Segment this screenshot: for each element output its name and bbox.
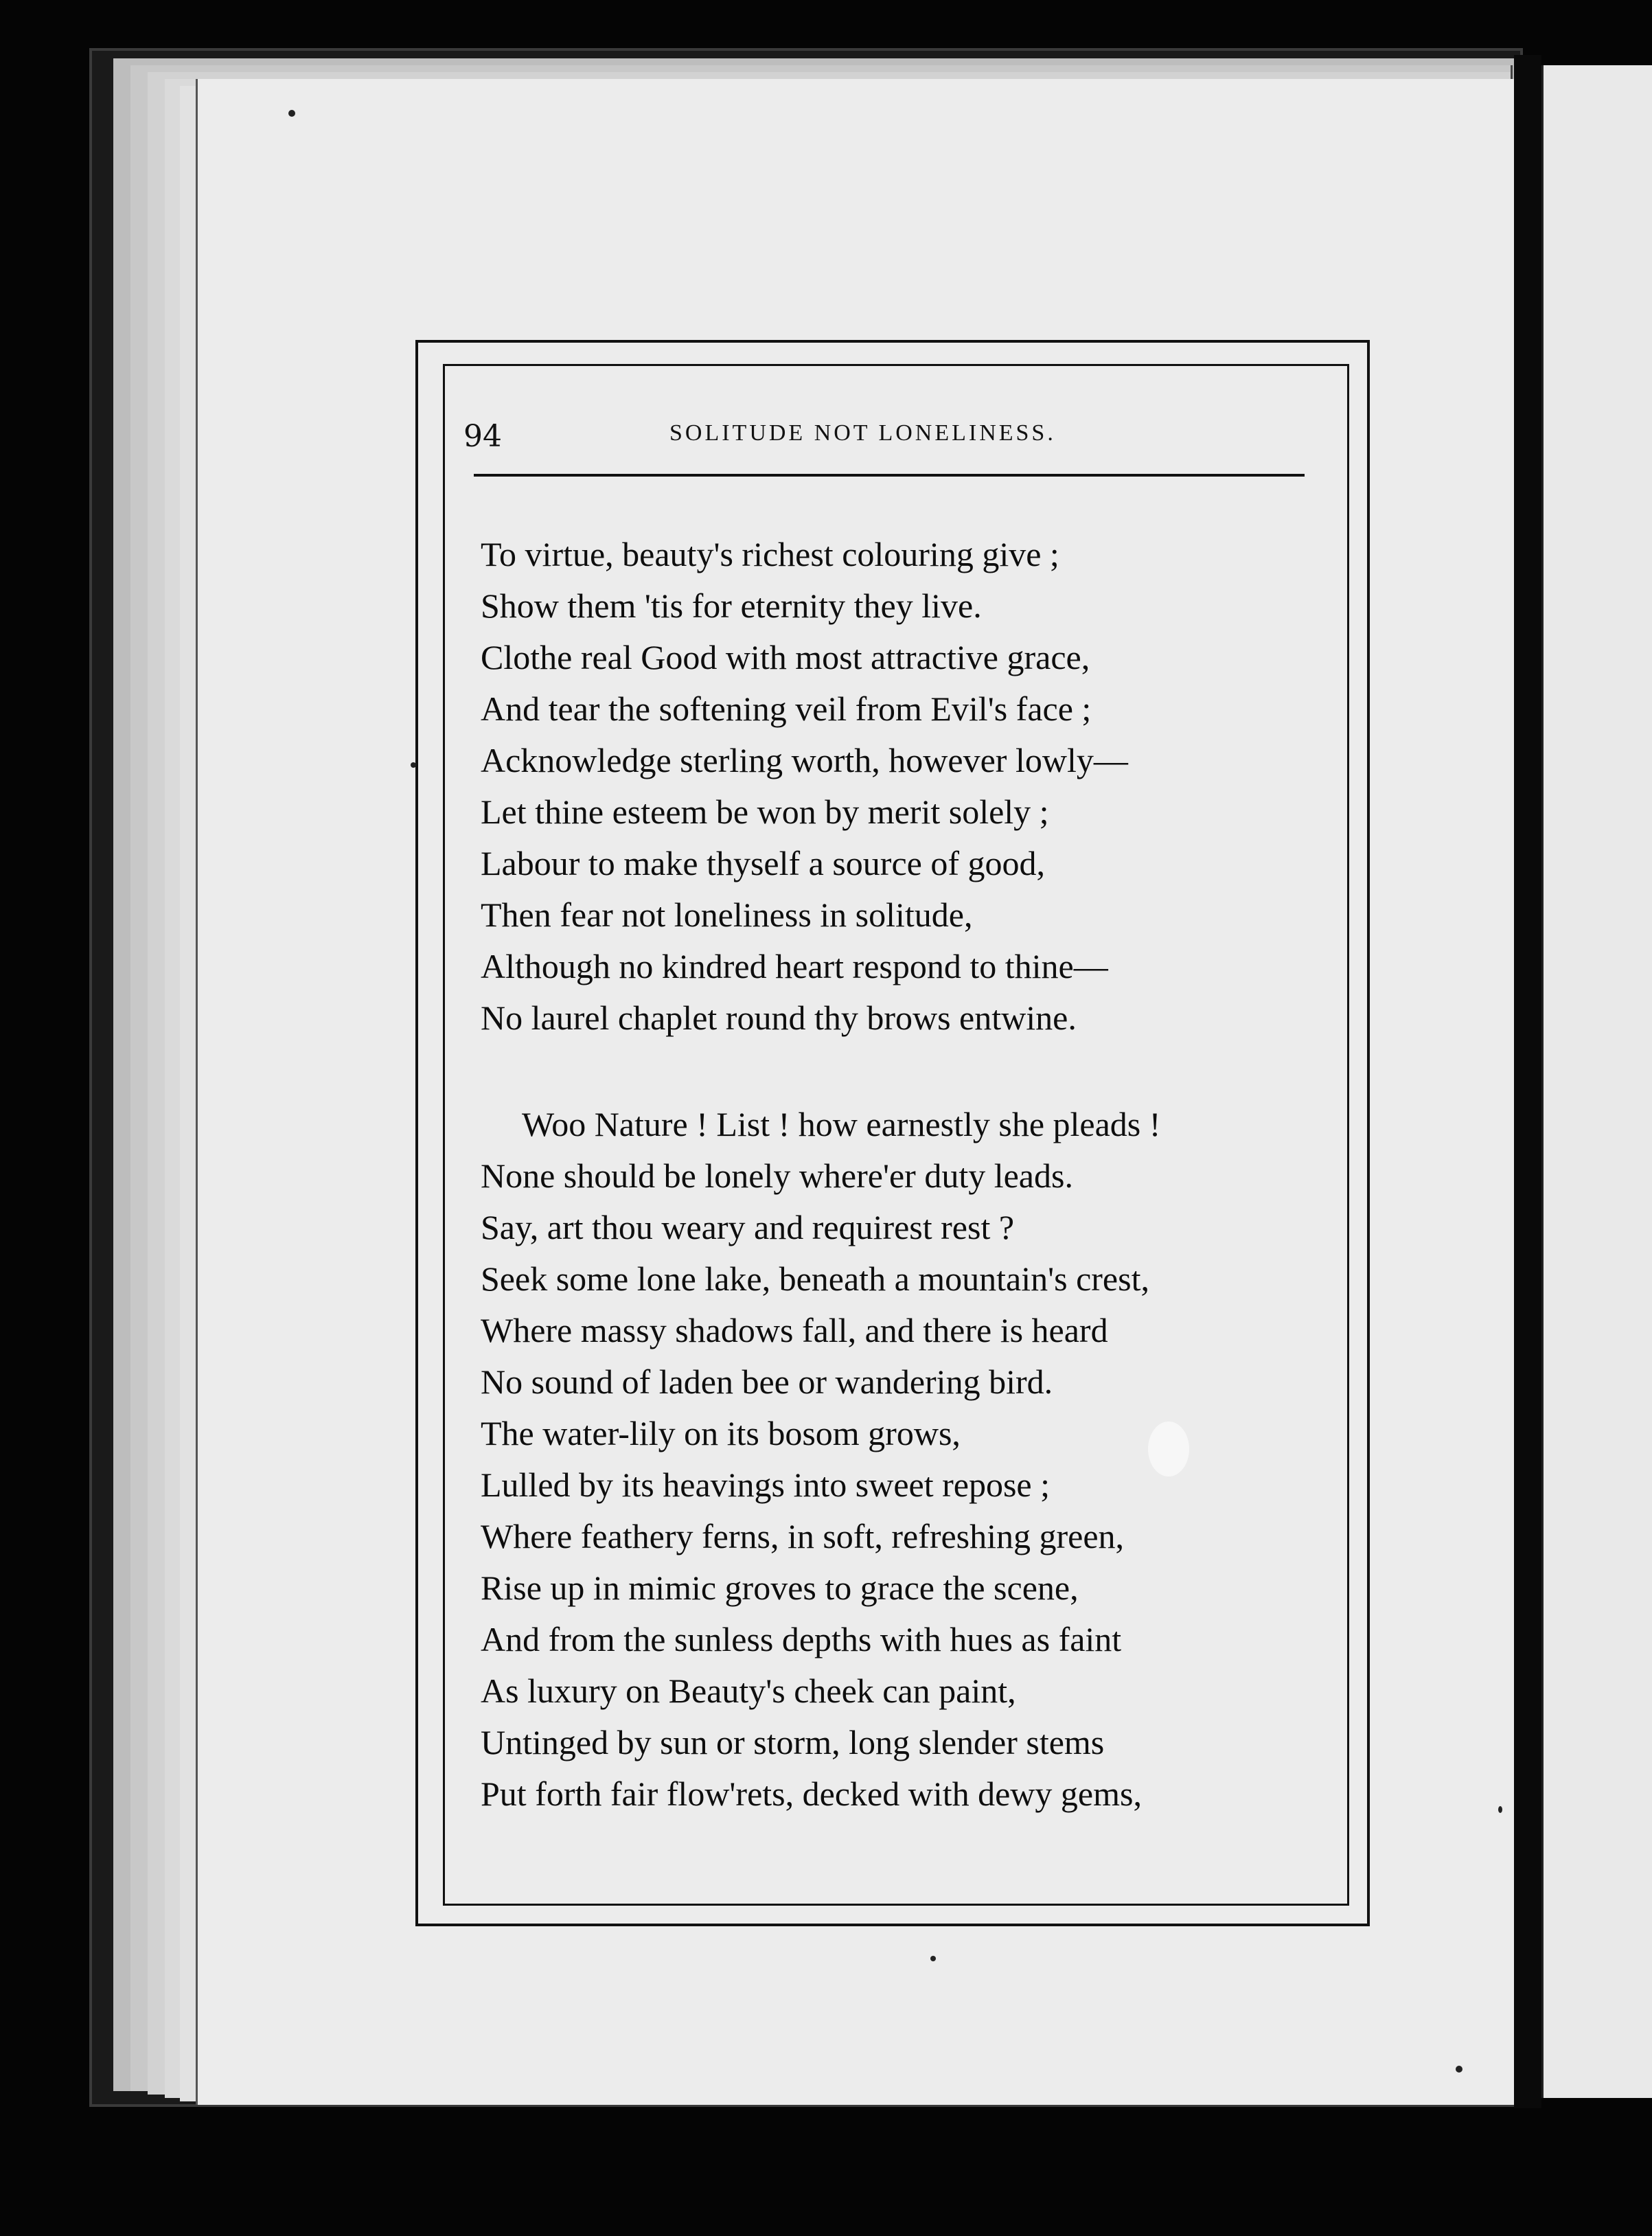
- poem-line: Where massy shadows fall, and there is heard: [481, 1311, 1108, 1349]
- poem-line: Woo Nature ! List ! how earnestly she pleads !: [522, 1105, 1161, 1143]
- stanza-break: [481, 1044, 1332, 1099]
- poem-line: No laurel chaplet round thy brows entwine.: [481, 999, 1077, 1037]
- poem-line: Rise up in mimic groves to grace the scene,: [481, 1568, 1079, 1607]
- poem-line: And from the sunless depths with hues as faint: [481, 1620, 1122, 1658]
- poem-line: Acknowledge sterling worth, however lowly—: [481, 741, 1128, 779]
- poem-line: Show them 'tis for eternity they live.: [481, 586, 982, 625]
- stanza: [481, 529, 1332, 1044]
- poem-line: Untinged by sun or storm, long slender stems: [481, 1723, 1105, 1761]
- speck: [288, 110, 295, 117]
- speck: [930, 1956, 936, 1961]
- poem-line: Put forth fair flow'rets, decked with dewy gems,: [481, 1775, 1142, 1813]
- poem-line: Let thine esteem be won by merit solely ;: [481, 792, 1049, 831]
- poem-line: Say, art thou weary and requirest rest ?: [481, 1208, 1015, 1246]
- poem-line: Seek some lone lake, beneath a mountain's crest,: [481, 1259, 1149, 1298]
- poem-line: Where feathery ferns, in soft, refreshing green,: [481, 1517, 1125, 1555]
- poem-line: Labour to make thyself a source of good,: [481, 844, 1045, 882]
- speck: [1456, 2066, 1462, 2073]
- page-number: 94: [463, 419, 502, 454]
- poem-line: Lulled by its heavings into sweet repose ;: [481, 1465, 1051, 1504]
- poem-line: None should be lonely where'er duty leads.: [481, 1156, 1073, 1195]
- speck: [411, 762, 416, 768]
- poem-text: [481, 529, 1332, 1820]
- poem-line: No sound of laden bee or wandering bird.: [481, 1362, 1053, 1401]
- poem-line: Then fear not loneliness in solitude,: [481, 895, 973, 934]
- poem-line: Although no kindred heart respond to thine—: [481, 947, 1108, 985]
- poem-line: As luxury on Beauty's cheek can paint,: [481, 1672, 1016, 1710]
- print-blot: [1148, 1422, 1189, 1476]
- running-head: SOLITUDE NOT LONELINESS.: [669, 420, 1056, 446]
- poem-line: The water-lily on its bosom grows,: [481, 1414, 961, 1452]
- right-page-edge: [1541, 65, 1652, 2098]
- book-gutter: [1514, 55, 1541, 2108]
- poem-line: And tear the softening veil from Evil's face ;: [481, 689, 1092, 728]
- poem-line: Clothe real Good with most attractive grace,: [481, 638, 1090, 676]
- header-rule: [474, 474, 1305, 477]
- stanza: [481, 1099, 1332, 1820]
- speck: [1498, 1806, 1502, 1813]
- poem-line: To virtue, beauty's richest colouring give ;: [481, 535, 1059, 573]
